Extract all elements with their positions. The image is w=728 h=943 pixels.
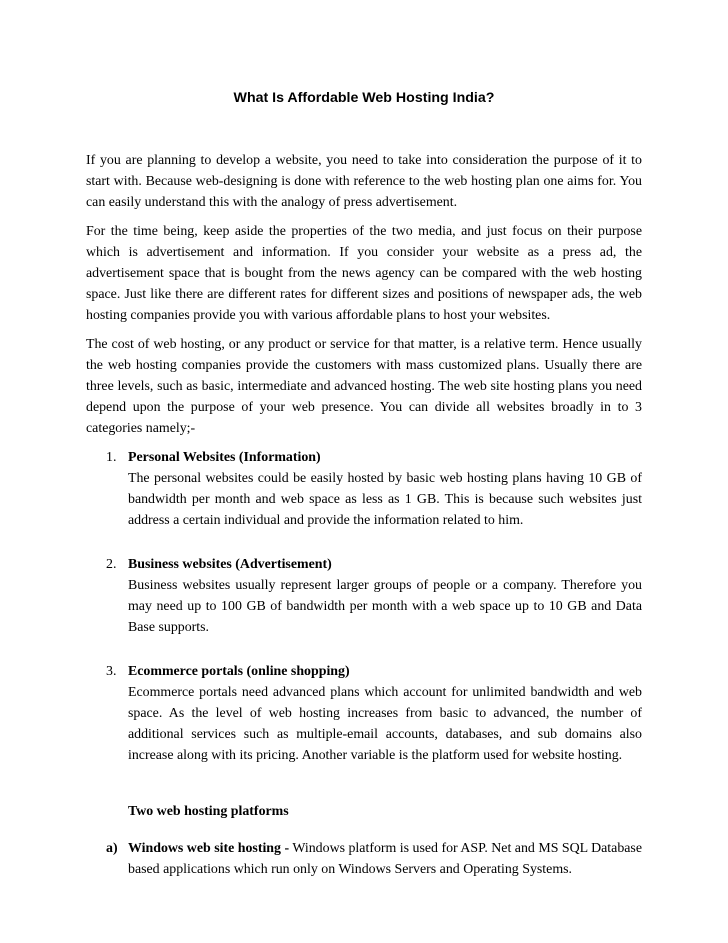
document-title: What Is Affordable Web Hosting India?: [233, 90, 495, 106]
platform-item: [86, 838, 642, 880]
list-item-heading: Business websites (Advertisement): [128, 557, 332, 572]
list-number: 2.: [106, 557, 117, 572]
platform-item-text: Windows platform is used for ASP. Net and MS SQL Database based applications which run only on Windows Servers and Operating Systems.: [128, 841, 643, 877]
paragraph-intro: If you are planning to develop a website, you need to take into consideration the purpose of it to start with. Because web-designing is done with reference to the web hosting plan one aims for. You can easily understand this with the analogy of press advertisement.: [86, 153, 642, 210]
list-item-text: Business websites usually represent larger groups of people or a company. Therefore you may need up to 100 GB of bandwidth per month with a web space up to 10 GB and Data Base supports.: [128, 578, 642, 635]
paragraph-cost: The cost of web hosting, or any product or service for that matter, is a relative term. Hence usually the web hosting companies provide the customers with mass customized plans. Usually there are three levels, such as basic, intermediate and advanced hosting. The web site hosting plans you need depend upon the purpose of your web presence. You can divide all websites broadly in to 3 categories namely;-: [86, 337, 642, 436]
list-item-text: The personal websites could be easily hosted by basic web hosting plans having 10 GB of bandwidth per month and web space as less as 1 GB. This is because such websites just address a certain individual and provide the information related to him.: [128, 471, 642, 528]
list-item: [86, 661, 642, 766]
list-number: 1.: [106, 450, 117, 465]
platform-letter: a): [106, 841, 118, 856]
list-item-heading: Personal Websites (Information): [128, 450, 321, 465]
list-item-heading: Ecommerce portals (online shopping): [128, 664, 350, 679]
platforms-heading: Two web hosting platforms: [128, 804, 289, 819]
list-item: [86, 447, 642, 531]
list-item: [86, 554, 642, 638]
list-number: 3.: [106, 664, 117, 679]
platform-item-heading: Windows web site hosting -: [128, 841, 290, 856]
paragraph-media: For the time being, keep aside the properties of the two media, and just focus on their purpose which is advertisement and information. If you consider your website as a press ad, the advertisement space that is bought from the news agency can be compared with the web hosting space. Just like there are different rates for different sizes and positions of newspaper ads, the web hosting companies provide you with various affordable plans to host your websites.: [86, 224, 642, 323]
document-body: [86, 150, 642, 880]
categories-list: [86, 447, 642, 766]
list-item-text: Ecommerce portals need advanced plans which account for unlimited bandwidth and web space. As the level of web hosting increases from basic to advanced, the number of additional services such as multiple-email accounts, databases, and sub domains also increase along with its pricing. Another variable is the platform used for website hosting.: [128, 685, 642, 763]
